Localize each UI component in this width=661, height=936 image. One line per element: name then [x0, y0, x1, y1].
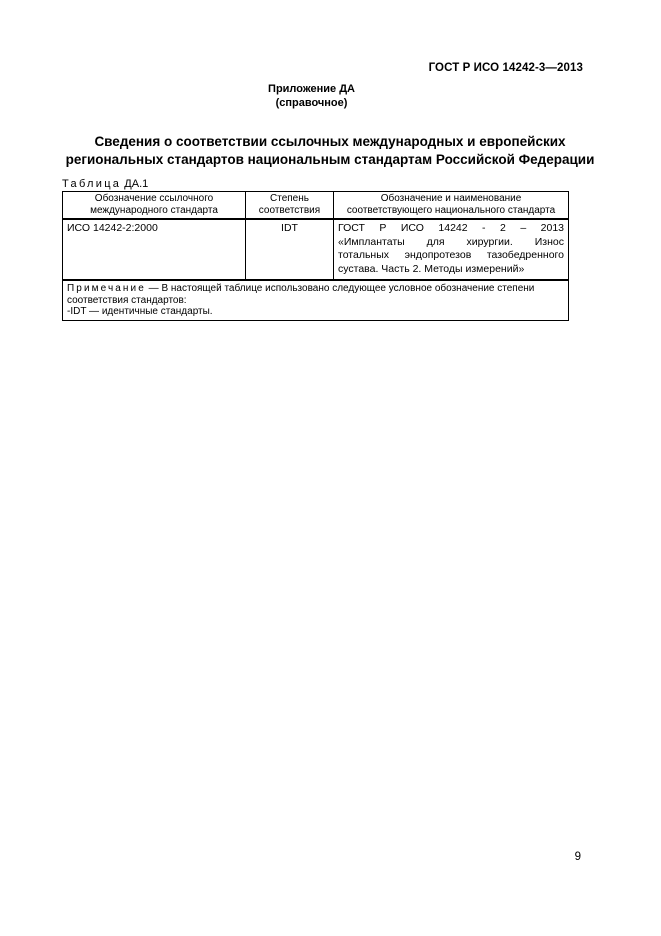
annex-status: (справочное) [275, 97, 348, 109]
note-item: -IDT — идентичные стандарты. [67, 306, 213, 317]
table-note [63, 280, 569, 320]
table-caption [62, 178, 148, 190]
column-header-national-standard: Обозначение и наименование соответствующего национального стандарта [334, 192, 569, 220]
column-header-degree: Степень соответствия [246, 192, 334, 220]
table-row [63, 219, 569, 280]
national-standard-line-2: «Имплантаты для хирургии. Износ [338, 235, 564, 248]
national-standard-cell [334, 219, 569, 280]
note-label: Примечание [67, 283, 146, 294]
standard-code: ГОСТ Р ИСО 14242-3—2013 [428, 62, 583, 74]
column-header-international-standard: Обозначение ссылочного международного стандарта [63, 192, 246, 220]
page-number: 9 [574, 851, 581, 863]
document-title-line-1: Сведения о соответствии ссылочных международных и европейских [94, 134, 566, 149]
document-title [40, 133, 620, 169]
table-header-row [63, 192, 569, 220]
national-standard-line-3: тотальных эндопротезов тазобедренного [338, 249, 564, 261]
standards-correspondence-table [62, 191, 569, 321]
table-note-row [63, 280, 569, 320]
national-standard-line-1: ГОСТ Р ИСО 14242 - 2 – 2013 [338, 222, 564, 234]
annex-title: Приложение ДА [268, 83, 355, 95]
national-standard-line-4: сустава. Часть 2. Методы измерений» [338, 262, 525, 275]
degree-cell: IDT [246, 219, 334, 280]
annex-heading [0, 82, 623, 110]
table-caption-word: Таблица [62, 178, 122, 190]
international-standard-cell: ИСО 14242-2:2000 [63, 219, 246, 280]
table-caption-id: ДА.1 [124, 178, 149, 190]
note-text: — В настоящей таблице использовано следующее условное обозначение степени соответствия стандартов: [67, 283, 535, 306]
document-title-line-2: региональных стандартов национальным стандартам Российской Федерации [65, 152, 595, 167]
